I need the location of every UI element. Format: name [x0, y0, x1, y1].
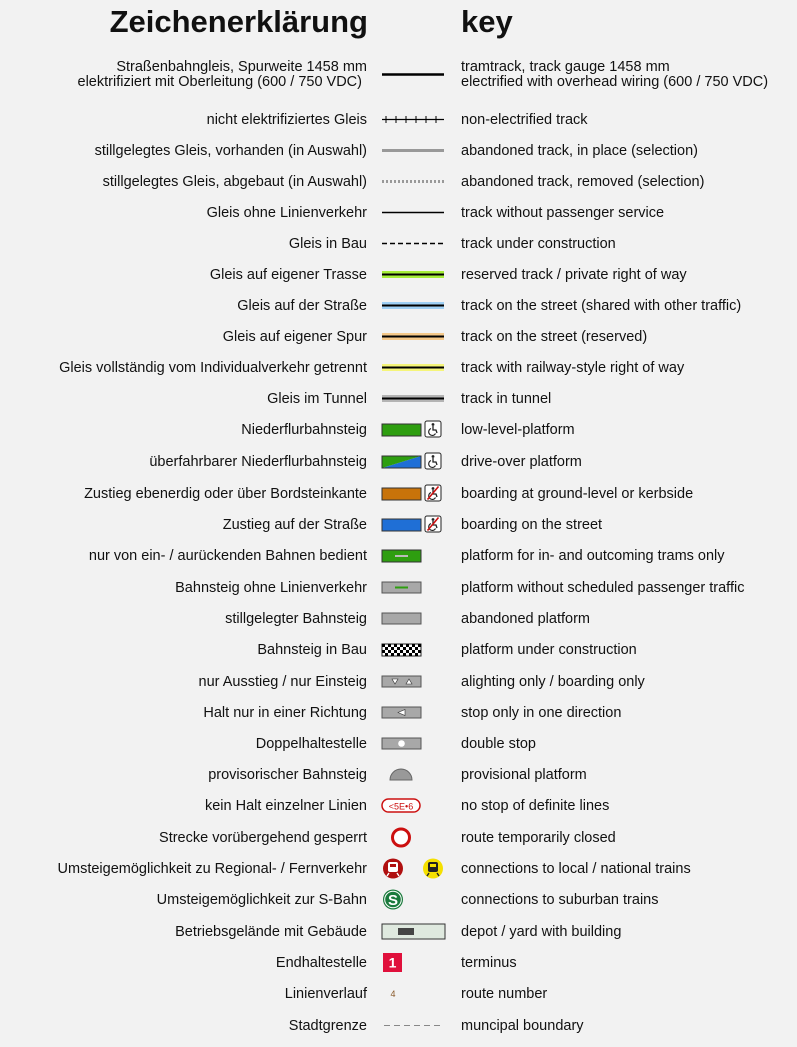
- legend-row: [0, 916, 797, 947]
- legend-label-de: Endhaltestelle: [275, 954, 367, 971]
- legend-label-en: track on the street (shared with other traffic): [461, 297, 742, 314]
- route-closed-icon: [378, 822, 448, 853]
- legend-row: [0, 884, 797, 915]
- legend-label-en: muncipal boundary: [461, 1017, 584, 1034]
- legend-row: [0, 540, 797, 571]
- legend-label-en: alighting only / boarding only: [461, 673, 645, 690]
- legend-label-en: track with railway-style right of way: [461, 359, 685, 376]
- green-halo-track-icon: [378, 259, 448, 290]
- legend-row: [0, 290, 797, 321]
- alighting-boarding-icon: [378, 666, 448, 697]
- legend-label-en: abandoned track, in place (selection): [461, 142, 698, 159]
- street-boarding-icon: [378, 509, 448, 540]
- depot-run-platform-icon: [378, 540, 448, 571]
- legend-label-en: connections to suburban trains: [461, 891, 659, 908]
- no-stop-lines-icon: [378, 790, 448, 821]
- kerbside-boarding-icon: [378, 478, 448, 509]
- dashed-track-icon: [378, 228, 448, 259]
- legend-row: [0, 478, 797, 509]
- provisional-platform-icon: [378, 759, 448, 790]
- legend-label-en: platform without scheduled passenger traffic: [461, 579, 745, 596]
- legend-row: [0, 509, 797, 540]
- legend-label-en-line2: electrified with overhead wiring (600 / 750 VDC): [461, 73, 769, 90]
- legend-label-de: Bahnsteig in Bau: [257, 641, 367, 658]
- legend-row: [0, 572, 797, 603]
- legend-row: [0, 104, 797, 135]
- legend-label-en: track in tunnel: [461, 390, 552, 407]
- drive-over-platform-icon: [378, 446, 448, 477]
- legend-row: [0, 228, 797, 259]
- legend-label-de-line1: Straßenbahngleis, Spurweite 1458 mm: [116, 58, 367, 75]
- legend-label-de: Gleis im Tunnel: [267, 390, 367, 407]
- legend-label-de: kein Halt einzelner Linien: [204, 797, 367, 814]
- tunnel-track-icon: [378, 383, 448, 414]
- legend-row: [0, 352, 797, 383]
- legend-label-de: Gleis vollständig vom Individualverkehr getrennt: [59, 359, 367, 376]
- title-english: key: [461, 4, 513, 39]
- legend-label-de: überfahrbarer Niederflurbahnsteig: [149, 453, 367, 470]
- legend-label-en: route number: [461, 985, 548, 1002]
- legend-label-en: depot / yard with building: [461, 923, 622, 940]
- legend-label-de: Niederflurbahnsteig: [241, 421, 367, 438]
- symbol-label: <5E•6: [388, 801, 414, 812]
- title-german: Zeichenerklärung: [109, 4, 368, 39]
- legend-label-en: abandoned platform: [461, 610, 590, 627]
- legend-row: [0, 947, 797, 978]
- legend-label-en-line1: tramtrack, track gauge 1458 mm: [461, 58, 670, 75]
- orange-halo-track-icon: [378, 321, 448, 352]
- checkered-platform-icon: [378, 634, 448, 665]
- yellow-halo-track-icon: [378, 352, 448, 383]
- legend-label-en: [461, 59, 768, 90]
- blue-halo-track-icon: [378, 290, 448, 321]
- legend-label-de: Umsteigemöglichkeit zu Regional- / Fernverkehr: [57, 860, 367, 877]
- legend-label-en: route temporarily closed: [461, 829, 616, 846]
- legend-label-en: stop only in one direction: [461, 704, 622, 721]
- legend-label-de: stillgelegtes Gleis, vorhanden (in Auswahl): [94, 142, 367, 159]
- legend-label-de: Gleis auf eigener Trasse: [209, 266, 367, 283]
- legend-label-de: Strecke vorübergehend gesperrt: [159, 829, 367, 846]
- legend-label-de: Betriebsgelände mit Gebäude: [175, 923, 367, 940]
- one-direction-stop-icon: [378, 697, 448, 728]
- sbahn-icon: [378, 884, 448, 915]
- depot-icon: [378, 916, 448, 947]
- terminus-icon: [378, 947, 448, 978]
- legend-label-de: Gleis in Bau: [288, 235, 367, 252]
- legend-label-de: Zustieg ebenerdig oder über Bordsteinkante: [84, 485, 367, 502]
- low-level-platform-icon: [378, 414, 448, 445]
- legend-label-de: Umsteigemöglichkeit zur S-Bahn: [156, 891, 367, 908]
- legend-label-en: abandoned track, removed (selection): [461, 173, 705, 190]
- legend-label-en: no stop of definite lines: [461, 797, 610, 814]
- legend-label-de: Linienverlauf: [284, 985, 367, 1002]
- legend-label-de: [78, 59, 367, 90]
- municipal-boundary-icon: [378, 1010, 448, 1041]
- legend-row: [0, 697, 797, 728]
- legend-label-de: nicht elektrifiziertes Gleis: [206, 111, 367, 128]
- legend-row: [0, 728, 797, 759]
- legend-label-de: nur von ein- / aurückenden Bahnen bedient: [88, 547, 367, 564]
- legend-label-en: drive-over platform: [461, 453, 582, 470]
- legend-label-de-line2: elektrifiziert mit Oberleitung (600 / 750 VDC): [77, 73, 362, 90]
- legend-row: [0, 414, 797, 445]
- legend-row: [0, 1010, 797, 1041]
- legend-label-en: track on the street (reserved): [461, 328, 648, 345]
- legend-label-de: Zustieg auf der Straße: [222, 516, 367, 533]
- legend-label-en: platform for in- and outcoming trams only: [461, 547, 725, 564]
- legend-row: [0, 321, 797, 352]
- abandoned-platform-icon: [378, 603, 448, 634]
- removed-track-icon: [378, 166, 448, 197]
- legend-row: [0, 446, 797, 477]
- legend-row: [0, 197, 797, 228]
- legend-row: [0, 822, 797, 853]
- legend-label-de: Gleis auf der Straße: [237, 297, 367, 314]
- legend-row: [0, 166, 797, 197]
- route-number-icon: [378, 978, 448, 1009]
- legend-label-en: non-electrified track: [461, 111, 588, 128]
- legend-label-de: nur Ausstieg / nur Einsteig: [198, 673, 367, 690]
- symbol-label: 1: [388, 954, 397, 971]
- legend-label-de: Bahnsteig ohne Linienverkehr: [175, 579, 367, 596]
- legend-label-en: track under construction: [461, 235, 616, 252]
- legend-label-en: reserved track / private right of way: [461, 266, 687, 283]
- abandoned-track-icon: [378, 135, 448, 166]
- legend-label-en: track without passenger service: [461, 204, 665, 221]
- legend-label-de: stillgelegtes Gleis, abgebaut (in Auswahl): [102, 173, 367, 190]
- legend-row: [0, 603, 797, 634]
- legend-label-en: boarding on the street: [461, 516, 603, 533]
- legend-row: [0, 259, 797, 290]
- legend-label-en: connections to local / national trains: [461, 860, 691, 877]
- legend-row: [0, 59, 797, 90]
- legend-label-de: provisorischer Bahnsteig: [208, 766, 367, 783]
- legend-row: [0, 666, 797, 697]
- legend-row: [0, 759, 797, 790]
- train-connection-icon: [378, 853, 448, 884]
- legend-label-de: Gleis ohne Linienverkehr: [206, 204, 367, 221]
- legend-label-en: double stop: [461, 735, 536, 752]
- legend-label-de: Stadtgrenze: [288, 1017, 367, 1034]
- legend-row: [0, 790, 797, 821]
- legend-label-en: provisional platform: [461, 766, 587, 783]
- legend-label-de: Gleis auf eigener Spur: [222, 328, 367, 345]
- symbol-label: 4: [390, 989, 396, 999]
- track-line-icon: [378, 59, 448, 90]
- symbol-label: S: [387, 892, 399, 909]
- legend-label-en: boarding at ground-level or kerbside: [461, 485, 694, 502]
- legend-row: [0, 978, 797, 1009]
- thin-track-icon: [378, 197, 448, 228]
- legend-label-de: stillgelegter Bahnsteig: [225, 610, 367, 627]
- unscheduled-platform-icon: [378, 572, 448, 603]
- non-electrified-track-icon: [378, 104, 448, 135]
- legend-label-en: low-level-platform: [461, 421, 575, 438]
- legend-label-en: terminus: [461, 954, 517, 971]
- legend-row: [0, 135, 797, 166]
- legend-row: [0, 634, 797, 665]
- double-stop-icon: [378, 728, 448, 759]
- legend-label-en: platform under construction: [461, 641, 637, 658]
- legend-row: [0, 383, 797, 414]
- legend-label-de: Doppelhaltestelle: [255, 735, 367, 752]
- legend-label-de: Halt nur in einer Richtung: [203, 704, 367, 721]
- legend-row: [0, 853, 797, 884]
